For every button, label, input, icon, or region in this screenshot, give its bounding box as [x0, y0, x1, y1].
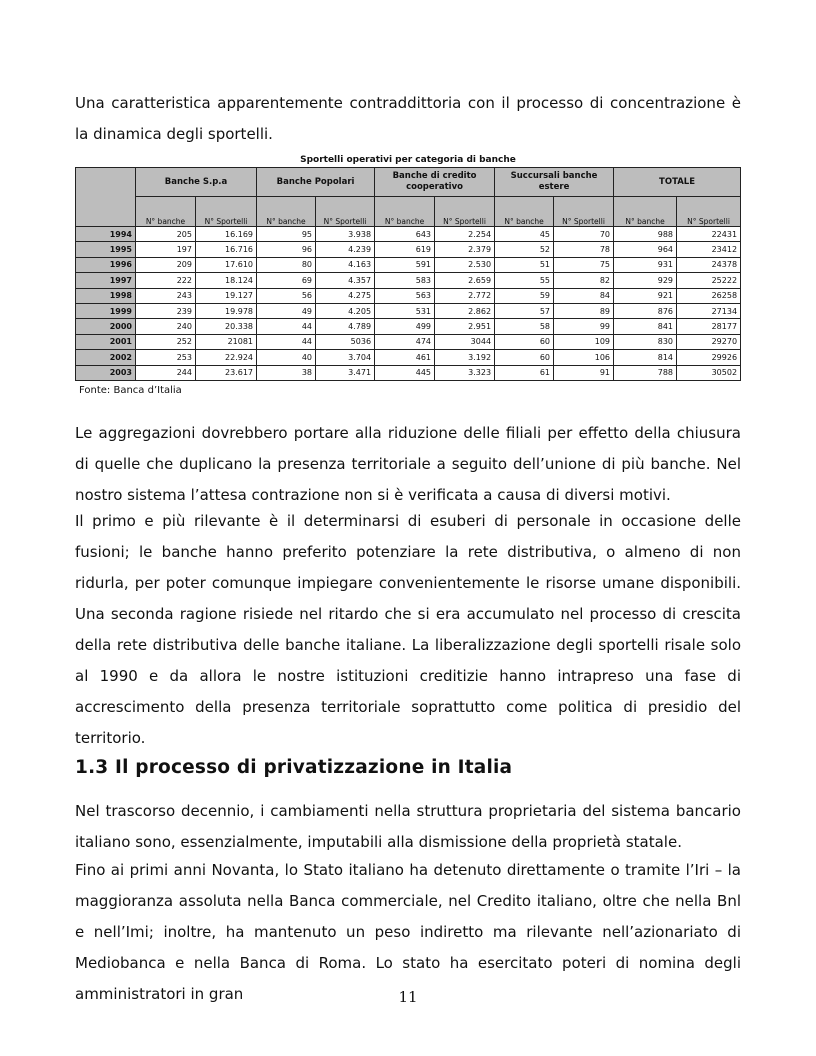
table-cell: 38 [257, 365, 316, 380]
table-row [76, 319, 741, 334]
table-cell: 22.924 [196, 350, 257, 365]
table-cell: 70 [554, 227, 614, 242]
table-cell: 2.530 [435, 257, 495, 272]
table-cell: 23.617 [196, 365, 257, 380]
table-cell: 29926 [677, 350, 741, 365]
year-cell: 1999 [76, 303, 136, 318]
table-cell: 4.789 [316, 319, 375, 334]
table-cell: 474 [375, 334, 435, 349]
table-cell: 84 [554, 288, 614, 303]
table-cell: 830 [614, 334, 677, 349]
table-cell: 29270 [677, 334, 741, 349]
table-cell: 2.254 [435, 227, 495, 242]
table-cell: 5036 [316, 334, 375, 349]
table-cell: 931 [614, 257, 677, 272]
table-cell: 209 [136, 257, 196, 272]
table-cell: 205 [136, 227, 196, 242]
table-cell: 4.275 [316, 288, 375, 303]
table-cell: 499 [375, 319, 435, 334]
year-cell: 2003 [76, 365, 136, 380]
table-cell: 929 [614, 273, 677, 288]
table-cell: 988 [614, 227, 677, 242]
year-cell: 1995 [76, 242, 136, 257]
table-cell: 531 [375, 303, 435, 318]
year-cell: 1996 [76, 257, 136, 272]
table-caption: Sportelli operativi per categoria di banche [300, 155, 516, 165]
table-cell: 23412 [677, 242, 741, 257]
table-cell: 2.379 [435, 242, 495, 257]
body-paragraph: Le aggregazioni dovrebbero portare alla riduzione delle filiali per effetto della chiusura di quelle che duplicano la presenza territoriale a seguito dell’unione di più banche. Nel nostro sistema l’attesa contrazione non si è verificata a causa di diversi motivi. [75, 424, 741, 504]
table-source: Fonte: Banca d’Italia [79, 385, 182, 396]
table-cell: 82 [554, 273, 614, 288]
group-header: Succursali banche estere [495, 168, 614, 197]
table-cell: 3.192 [435, 350, 495, 365]
table-cell: 59 [495, 288, 554, 303]
table-cell: 96 [257, 242, 316, 257]
table-cell: 69 [257, 273, 316, 288]
table-cell: 20.338 [196, 319, 257, 334]
year-cell: 2000 [76, 319, 136, 334]
column-header: N° banche [495, 197, 554, 227]
body-paragraph: Fino ai primi anni Novanta, lo Stato italiano ha detenuto direttamente o tramite l’Iri – la maggioranza assoluta nella Banca commerciale, nel Credito italiano, oltre che nella Bnl e nell’Imi; inoltre, ha mantenuto un peso indiretto ma rilevante nell’azionariato di Mediobanca e nella Banca di Roma. Lo stato ha esercitato poteri di nomina degli amministratori in gran [75, 861, 741, 1003]
column-header: N° Sportelli [316, 197, 375, 227]
table-cell: 3.938 [316, 227, 375, 242]
table-cell: 619 [375, 242, 435, 257]
table-row [76, 365, 741, 380]
table-row [76, 273, 741, 288]
table-cell: 252 [136, 334, 196, 349]
group-header: Banche di credito cooperativo [375, 168, 495, 197]
body-paragraph: Il primo e più rilevante è il determinarsi di esuberi di personale in occasione delle fusioni; le banche hanno preferito potenziare la rete distributiva, o almeno di non ridurla, per poter comunque impiegare convenientemente le risorse umane disponibili. Una seconda ragione risiede nel ritardo che si era accumulato nel processo di crescita della rete distributiva delle banche italiane. La liberalizzazione degli sportelli risale solo al 1990 e da allora le nostre istituzioni creditizie hanno intrapreso una fase di accrescimento della presenza territoriale soprattutto come politica di presidio del territorio. [75, 512, 741, 747]
page-number: 11 [398, 988, 418, 1006]
table-cell: 19.127 [196, 288, 257, 303]
table-cell: 841 [614, 319, 677, 334]
table-cell: 16.169 [196, 227, 257, 242]
table-cell: 30502 [677, 365, 741, 380]
table-row [76, 242, 741, 257]
table-cell: 2.862 [435, 303, 495, 318]
intro-paragraph: Una caratteristica apparentemente contraddittoria con il processo di concentrazione è la dinamica degli sportelli. [75, 94, 741, 143]
table-cell: 583 [375, 273, 435, 288]
table-cell: 22431 [677, 227, 741, 242]
year-cell: 1998 [76, 288, 136, 303]
table-cell: 222 [136, 273, 196, 288]
table-cell: 788 [614, 365, 677, 380]
table-row [76, 350, 741, 365]
year-cell: 1997 [76, 273, 136, 288]
table-cell: 964 [614, 242, 677, 257]
table-cell: 106 [554, 350, 614, 365]
table-cell: 58 [495, 319, 554, 334]
table-cell: 56 [257, 288, 316, 303]
table-row [76, 288, 741, 303]
table-cell: 2.659 [435, 273, 495, 288]
column-header: N° Sportelli [196, 197, 257, 227]
table-cell: 461 [375, 350, 435, 365]
year-header-cell [76, 168, 136, 227]
table-cell: 95 [257, 227, 316, 242]
table-cell: 60 [495, 334, 554, 349]
table-cell: 16.716 [196, 242, 257, 257]
year-cell: 2002 [76, 350, 136, 365]
table-cell: 44 [257, 334, 316, 349]
table-cell: 24378 [677, 257, 741, 272]
table-cell: 4.205 [316, 303, 375, 318]
table-row [76, 303, 741, 318]
table-cell: 109 [554, 334, 614, 349]
table-cell: 445 [375, 365, 435, 380]
column-header: N° Sportelli [435, 197, 495, 227]
table-cell: 49 [257, 303, 316, 318]
table-cell: 21081 [196, 334, 257, 349]
year-cell: 1994 [76, 227, 136, 242]
table-cell: 28177 [677, 319, 741, 334]
table-cell: 2.772 [435, 288, 495, 303]
group-header: TOTALE [614, 168, 741, 197]
group-header: Banche S.p.a [136, 168, 257, 197]
table-cell: 55 [495, 273, 554, 288]
table-cell: 57 [495, 303, 554, 318]
table-cell: 4.239 [316, 242, 375, 257]
table-cell: 44 [257, 319, 316, 334]
table-cell: 4.357 [316, 273, 375, 288]
table-cell: 19.978 [196, 303, 257, 318]
table-cell: 80 [257, 257, 316, 272]
table-cell: 78 [554, 242, 614, 257]
table-cell: 2.951 [435, 319, 495, 334]
table-cell: 3.471 [316, 365, 375, 380]
table-cell: 3044 [435, 334, 495, 349]
table-cell: 921 [614, 288, 677, 303]
table-cell: 99 [554, 319, 614, 334]
table-cell: 563 [375, 288, 435, 303]
group-header: Banche Popolari [257, 168, 375, 197]
table-cell: 27134 [677, 303, 741, 318]
table-row [76, 257, 741, 272]
table-cell: 25222 [677, 273, 741, 288]
body-paragraph: Nel trascorso decennio, i cambiamenti nella struttura proprietaria del sistema bancario italiano sono, essenzialmente, imputabili alla dismissione della proprietà statale. [75, 802, 741, 851]
table-cell: 45 [495, 227, 554, 242]
column-header: N° Sportelli [554, 197, 614, 227]
column-header: N° banche [257, 197, 316, 227]
table-cell: 40 [257, 350, 316, 365]
table-cell: 3.323 [435, 365, 495, 380]
table-cell: 26258 [677, 288, 741, 303]
table-cell: 814 [614, 350, 677, 365]
table-cell: 243 [136, 288, 196, 303]
table-cell: 75 [554, 257, 614, 272]
table-cell: 52 [495, 242, 554, 257]
table-cell: 18.124 [196, 273, 257, 288]
table-cell: 239 [136, 303, 196, 318]
table-row [76, 227, 741, 242]
table-body [76, 227, 741, 381]
table-cell: 4.163 [316, 257, 375, 272]
year-cell: 2001 [76, 334, 136, 349]
branches-table [75, 167, 741, 381]
section-heading: 1.3 Il processo di privatizzazione in Italia [75, 757, 513, 778]
table-cell: 876 [614, 303, 677, 318]
table-cell: 3.704 [316, 350, 375, 365]
column-header: N° banche [375, 197, 435, 227]
table-cell: 91 [554, 365, 614, 380]
table-cell: 244 [136, 365, 196, 380]
table-cell: 197 [136, 242, 196, 257]
column-header: N° banche [614, 197, 677, 227]
column-header: N° banche [136, 197, 196, 227]
table-cell: 61 [495, 365, 554, 380]
table-cell: 643 [375, 227, 435, 242]
table-cell: 89 [554, 303, 614, 318]
table-cell: 17.610 [196, 257, 257, 272]
table-row [76, 334, 741, 349]
table-cell: 60 [495, 350, 554, 365]
table-cell: 240 [136, 319, 196, 334]
table-cell: 253 [136, 350, 196, 365]
column-header: N° Sportelli [677, 197, 741, 227]
table-cell: 51 [495, 257, 554, 272]
table-cell: 591 [375, 257, 435, 272]
